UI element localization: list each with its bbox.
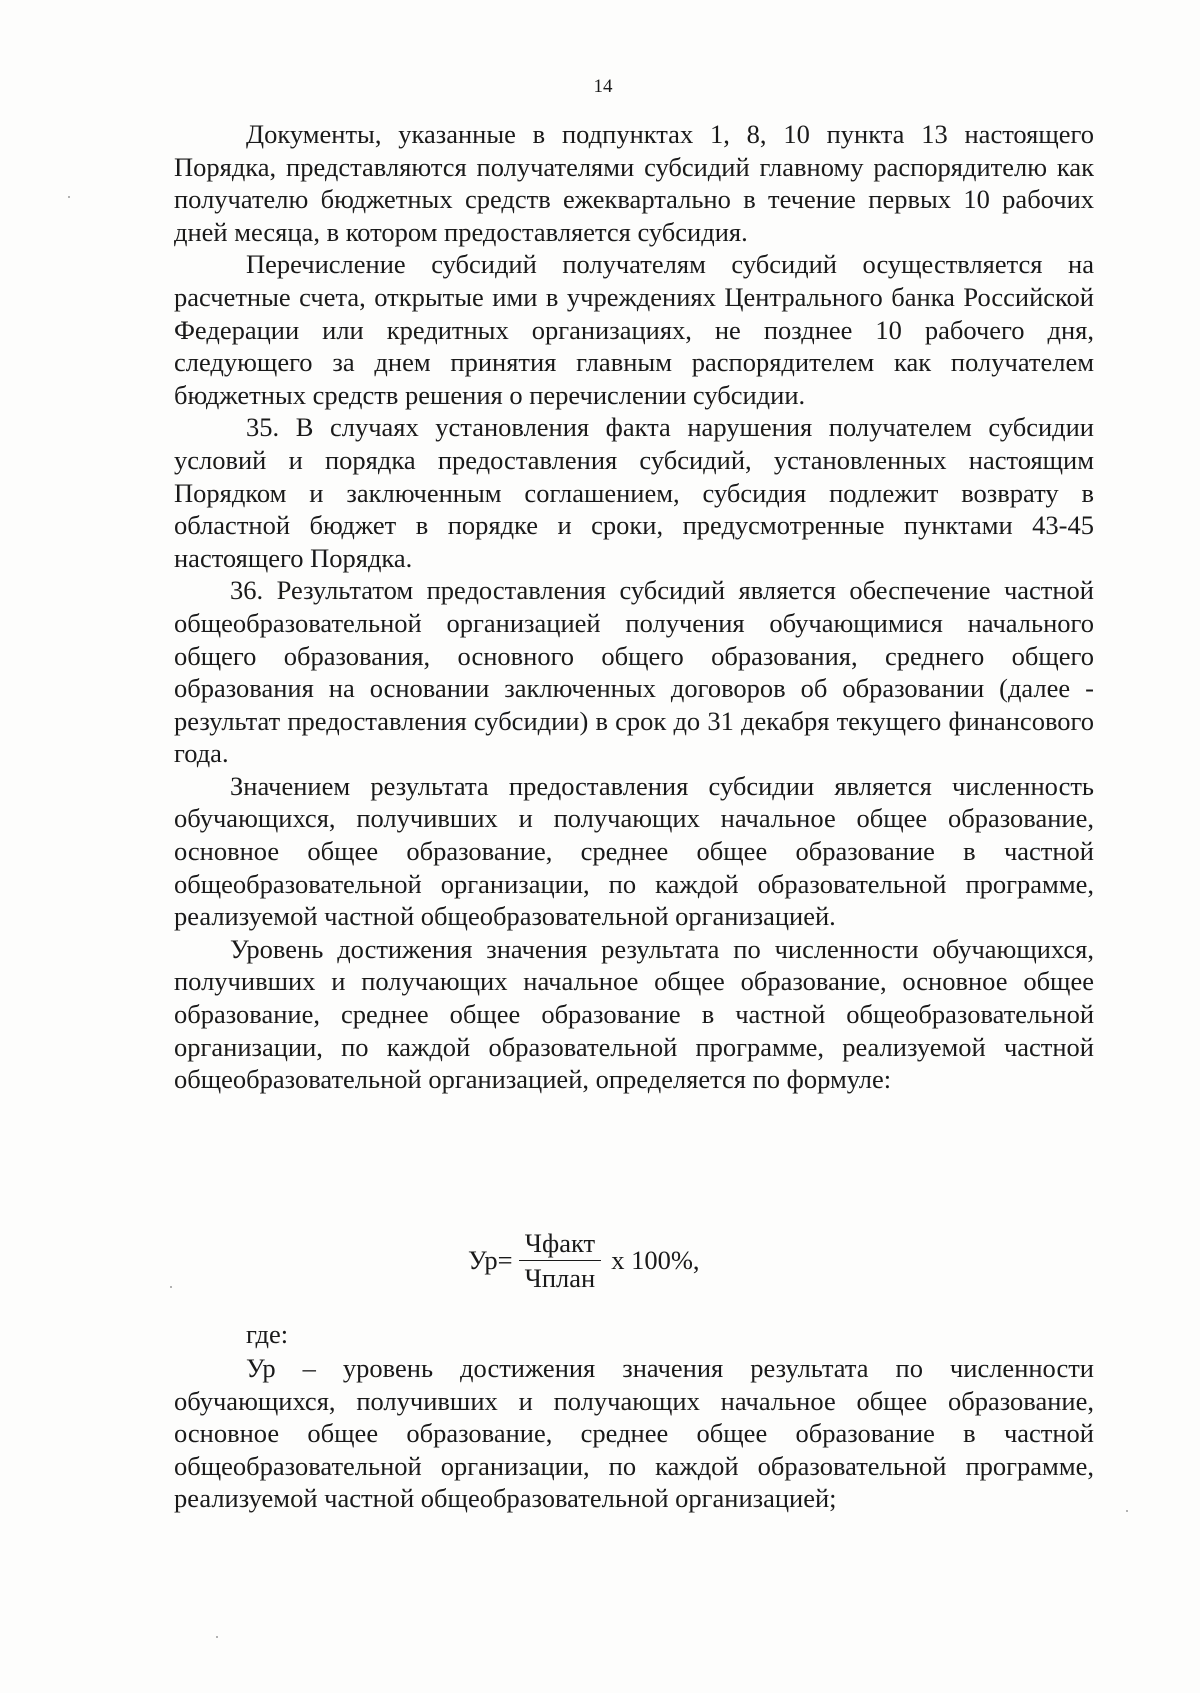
paragraph-36-subsidy-result: 36. Результатом предоставления субсидий является обеспечение частной общеобразовательной организацией получения обучающимися начального общего образования, основного общего образования, среднего общего образования на основании заключенных договоров об образовании (далее - результат предоставления субсидии) в срок до 31 декабря текущего финансового года. — [174, 575, 1094, 769]
paragraph-35-subsidy-return: 35. В случаях установления факта нарушения получателем субсидии условий и порядка предоставления субсидий, установленных настоящим Порядком и заключенным соглашением, субсидия подлежит возврату в областной бюджет в порядке и сроки, предусмотренные пунктами 43-45 настоящего Порядка. — [174, 412, 1094, 573]
formula-numerator: Чфакт — [519, 1228, 601, 1261]
page-number: 14 — [593, 76, 613, 97]
formula-lhs: Ур= — [468, 1245, 513, 1275]
scan-speck — [1126, 1510, 1128, 1512]
scan-speck — [216, 1636, 218, 1638]
formula-fraction — [519, 1228, 602, 1293]
document-body — [174, 118, 1094, 1096]
definitions-block — [174, 1352, 1094, 1515]
paragraph-documents-submission: Документы, указанные в подпунктах 1, 8, 10 пункта 13 настоящего Порядка, представляются получателями субсидий главному распорядителю как получателю бюджетных средств ежеквартально в течение первых 10 рабочих дней месяца, в котором предоставляется субсидия. — [174, 119, 1094, 247]
definition-ur: Ур – уровень достижения значения результата по численности обучающихся, получивших и получающих начальное общее образование, основное общее образование, среднее общее образование в частной общеобразовательной организации, по каждой образовательной программе, реализуемой частной общеобразовательной организацией; — [174, 1353, 1094, 1514]
formula-suffix: х 100%, — [611, 1245, 700, 1275]
scan-speck — [68, 196, 70, 198]
paragraph-result-value: Значением результата предоставления субсидии является численность обучающихся, получивших и получающих начальное общее образование, основное общее образование, среднее общее образование в частной общеобразовательной организации, по каждой образовательной программе, реализуемой частной общеобразовательной организацией. — [174, 770, 1094, 932]
paragraph-subsidy-transfer: Перечисление субсидий получателям субсидий осуществляется на расчетные счета, открытые ими в учреждениях Центрального банка Российской Федерации или кредитных организациях, не позднее 10 рабочего дня, следующего за днем принятия главным распорядителем как получателем бюджетных средств решения о перечислении субсидии. — [174, 249, 1094, 410]
scan-speck — [170, 1286, 172, 1288]
where-label: где: — [246, 1319, 289, 1349]
paragraph-achievement-level: Уровень достижения значения результата по численности обучающихся, получивших и получающих начальное общее образование, основное общее образование, среднее общее образование в частной общеобразовательной организации, по каждой образовательной программе, реализуемой частной общеобразовательной организацией, определяется по формуле: — [174, 933, 1094, 1095]
formula-denominator: Чплан — [524, 1263, 596, 1293]
achievement-formula — [468, 1228, 700, 1293]
